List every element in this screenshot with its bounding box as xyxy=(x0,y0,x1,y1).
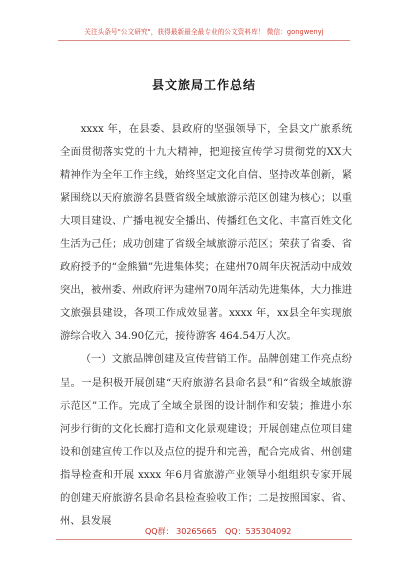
footer-divider xyxy=(56,539,352,540)
paragraph-intro: xxxx 年，在县委、县政府的坚强领导下，全县文广旅系统全面贯彻落实党的十九大精神，把迎接宣传学习贯彻党的XX大精神作为全年工作主线，始终坚定文化自信、坚持改革创新，紧紧围绕以天府旅游名县暨省级全域旅游示范区创建为核心；以重大项目建设、广播电视安全播出、传播红色文化、丰富百姓文化生活为己任；成功创建了省级全域旅游示范区；荣获了省委、省政府授予的“金熊猫”先进集体奖；在建州70周年庆祝活动中成效突出，被州委、州政府评为建州70周年活动先进集体，大力推进文旅强县建设，各项工作成效显著。xxxx 年，xx县全年实现旅游综合收入 34.90亿元，接待游客 464.54万人次。 xyxy=(60,123,352,343)
document-body xyxy=(60,118,352,533)
paragraph-section-1: （一）文旅品牌创建及宣传营销工作。品牌创建工作亮点纷呈。一是积极开展创建“天府旅游名县命名县”和“省级全域旅游示范区”工作。完成了全域全景图的设计制作和安装；推进小东河步行街的文化长廊打造和文化景观建设；开展创建点位项目建设和创建宣传工作以及点位的提升和完善，配合完成省、州创建指导检查和开展 xxxx 年6月省旅游产业领导小组组织专家开展的创建天府旅游名县命名县检查验收工作；二是按照国家、省、州、县发展 xyxy=(60,353,352,527)
header xyxy=(0,0,408,42)
footer-qq: QQ：535304092 xyxy=(225,527,292,536)
document-title: 县文旅局工作总结 xyxy=(151,78,256,92)
footer-qq-group: QQ群： 30265665 xyxy=(145,527,217,536)
header-divider xyxy=(58,40,350,41)
header-notice: 关注头条号"公文研究"，获得最新最全最专业的公文资料库！ 微信：gongwenyj xyxy=(84,28,324,36)
